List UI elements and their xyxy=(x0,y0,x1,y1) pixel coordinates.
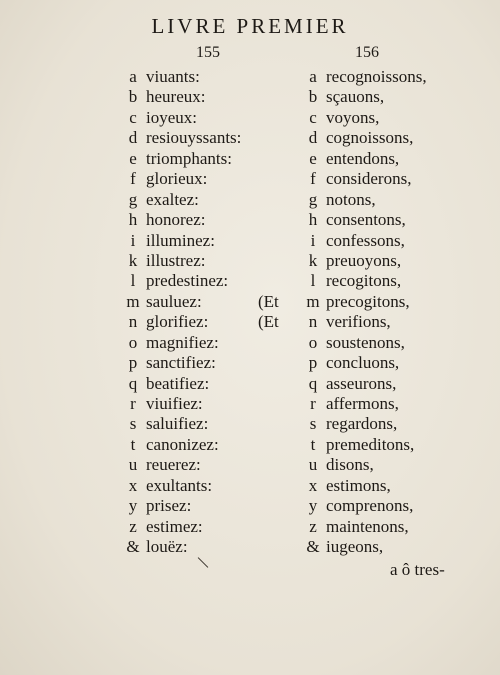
row-word: illustrez: xyxy=(146,250,206,270)
row-word: disons, xyxy=(326,455,374,475)
row-letter: z xyxy=(309,516,317,536)
row-letter: r xyxy=(130,394,136,413)
row-word: ioyeux: xyxy=(146,107,197,127)
row-letter: y xyxy=(128,496,138,516)
row-word: glorifiez: xyxy=(146,312,209,332)
row-word: recognoissons, xyxy=(326,67,427,86)
row-letter: i xyxy=(310,230,316,250)
word-row xyxy=(300,496,490,516)
row-word: verifions, xyxy=(326,312,391,332)
row-letter: l xyxy=(310,271,316,291)
row-word: estimons, xyxy=(326,475,391,495)
row-letter: r xyxy=(310,394,316,413)
row-letter: o xyxy=(308,332,318,352)
word-row xyxy=(300,190,490,210)
row-word: premeditons, xyxy=(326,434,415,454)
row-letter: e xyxy=(309,148,317,168)
word-row xyxy=(300,231,490,251)
row-letter: f xyxy=(310,169,316,189)
row-letter: b xyxy=(308,87,318,107)
right-word-column xyxy=(300,67,490,558)
row-letter: c xyxy=(129,107,137,127)
word-row xyxy=(120,312,320,332)
word-row xyxy=(120,292,320,312)
running-head: LIVRE PREMIER xyxy=(151,14,349,38)
word-row xyxy=(300,292,490,312)
word-row xyxy=(120,190,320,210)
row-letter: z xyxy=(129,516,137,536)
row-word: voyons, xyxy=(326,107,380,127)
row-letter: t xyxy=(130,434,136,454)
word-row xyxy=(300,128,490,148)
row-letter: n xyxy=(128,312,138,332)
word-row xyxy=(300,394,490,414)
row-word: comprenons, xyxy=(326,496,414,516)
word-row xyxy=(120,517,320,537)
word-row xyxy=(300,149,490,169)
row-letter: i xyxy=(130,230,136,250)
row-word: predestinez: xyxy=(146,271,229,291)
row-word: louëz: xyxy=(146,537,188,557)
row-letter: o xyxy=(128,332,138,352)
word-row xyxy=(120,476,320,496)
word-row xyxy=(120,496,320,516)
row-word: heureux: xyxy=(146,87,206,107)
word-row xyxy=(300,312,490,332)
column-number-left: 155 xyxy=(196,44,220,61)
row-word: viuants: xyxy=(146,67,200,86)
row-letter: q xyxy=(308,373,318,393)
row-letter: & xyxy=(126,537,140,557)
word-row xyxy=(120,108,320,128)
row-letter: n xyxy=(308,312,318,332)
row-word: magnifiez: xyxy=(146,332,219,352)
word-row xyxy=(120,414,320,434)
row-word: canonizez: xyxy=(146,434,219,454)
row-letter: d xyxy=(308,128,318,148)
row-letter: m xyxy=(306,291,320,311)
word-row xyxy=(300,108,490,128)
catchword: a ô tres- xyxy=(390,560,445,579)
row-word: exaltez: xyxy=(146,189,199,209)
word-row xyxy=(300,169,490,189)
row-letter: f xyxy=(130,169,136,189)
row-letter: s xyxy=(309,414,317,434)
row-letter: a xyxy=(129,67,137,86)
row-letter: a xyxy=(309,67,317,86)
word-row xyxy=(120,210,320,230)
word-row xyxy=(120,353,320,373)
word-row xyxy=(300,414,490,434)
column-number-right: 156 xyxy=(355,44,379,61)
row-word: beatifiez: xyxy=(146,373,210,393)
row-word: entendons, xyxy=(326,148,400,168)
row-word: confessons, xyxy=(326,230,405,250)
row-word: sanctifiez: xyxy=(146,353,216,373)
word-row xyxy=(120,374,320,394)
ink-mark xyxy=(198,557,209,568)
row-word: maintenons, xyxy=(326,516,409,536)
row-letter: y xyxy=(308,496,318,516)
row-letter: d xyxy=(128,128,138,148)
row-word: regardons, xyxy=(326,414,398,434)
row-word: consentons, xyxy=(326,210,406,230)
row-word: iugeons, xyxy=(326,537,384,557)
row-letter: x xyxy=(308,475,318,495)
row-annotation: (Et xyxy=(258,312,279,332)
row-letter: b xyxy=(128,87,138,107)
row-letter: s xyxy=(129,414,137,434)
row-word: asseurons, xyxy=(326,373,397,393)
word-row xyxy=(120,67,320,87)
row-word: sçauons, xyxy=(326,87,385,107)
row-letter: l xyxy=(130,271,136,291)
row-letter: k xyxy=(128,250,138,270)
row-letter: u xyxy=(128,455,138,475)
row-letter: h xyxy=(128,210,138,230)
word-row xyxy=(120,537,320,557)
row-letter: q xyxy=(128,373,138,393)
row-word: sauluez: xyxy=(146,291,202,311)
word-row xyxy=(120,149,320,169)
word-row xyxy=(300,455,490,475)
row-word: resiouyssants: xyxy=(146,128,242,148)
row-letter: x xyxy=(128,475,138,495)
row-letter: h xyxy=(308,210,318,230)
row-word: prisez: xyxy=(146,496,192,516)
row-word: triomphants: xyxy=(146,148,232,168)
word-row xyxy=(300,87,490,107)
word-row xyxy=(120,87,320,107)
row-annotation: (Et xyxy=(258,291,279,311)
word-row xyxy=(300,476,490,496)
word-row xyxy=(300,374,490,394)
word-row xyxy=(120,435,320,455)
word-row xyxy=(300,353,490,373)
word-row xyxy=(120,169,320,189)
word-row xyxy=(300,271,490,291)
row-letter: e xyxy=(129,148,137,168)
word-row xyxy=(300,517,490,537)
word-row xyxy=(120,333,320,353)
word-row xyxy=(300,333,490,353)
row-word: concluons, xyxy=(326,353,400,373)
row-word: soustenons, xyxy=(326,332,405,352)
row-word: illuminez: xyxy=(146,230,215,250)
word-row xyxy=(120,271,320,291)
word-row xyxy=(120,455,320,475)
word-row xyxy=(120,251,320,271)
row-word: exultants: xyxy=(146,475,213,495)
word-row xyxy=(300,435,490,455)
row-letter: m xyxy=(126,291,140,311)
row-word: precogitons, xyxy=(326,291,410,311)
row-letter: k xyxy=(308,250,318,270)
row-word: glorieux: xyxy=(146,169,208,189)
row-word: reuerez: xyxy=(146,455,201,475)
word-row xyxy=(120,128,320,148)
row-word: recogitons, xyxy=(326,271,402,291)
row-word: cognoissons, xyxy=(326,128,414,148)
row-word: estimez: xyxy=(146,516,203,536)
row-word: viuifiez: xyxy=(146,394,203,413)
row-letter: g xyxy=(308,189,318,209)
word-row xyxy=(300,67,490,87)
row-word: preuoyons, xyxy=(326,250,402,270)
word-row xyxy=(120,231,320,251)
word-row xyxy=(120,394,320,414)
row-word: affermons, xyxy=(326,394,399,413)
row-letter: & xyxy=(306,537,320,557)
left-word-column xyxy=(120,67,320,558)
word-row xyxy=(300,537,490,557)
row-letter: c xyxy=(309,107,317,127)
row-word: saluifiez: xyxy=(146,414,209,434)
row-word: considerons, xyxy=(326,169,412,189)
row-letter: p xyxy=(128,353,138,373)
row-word: notons, xyxy=(326,189,376,209)
word-row xyxy=(300,210,490,230)
row-letter: p xyxy=(308,353,318,373)
row-letter: t xyxy=(310,434,316,454)
row-word: honorez: xyxy=(146,210,206,230)
word-row xyxy=(300,251,490,271)
row-letter: g xyxy=(128,189,138,209)
row-letter: u xyxy=(308,455,318,475)
